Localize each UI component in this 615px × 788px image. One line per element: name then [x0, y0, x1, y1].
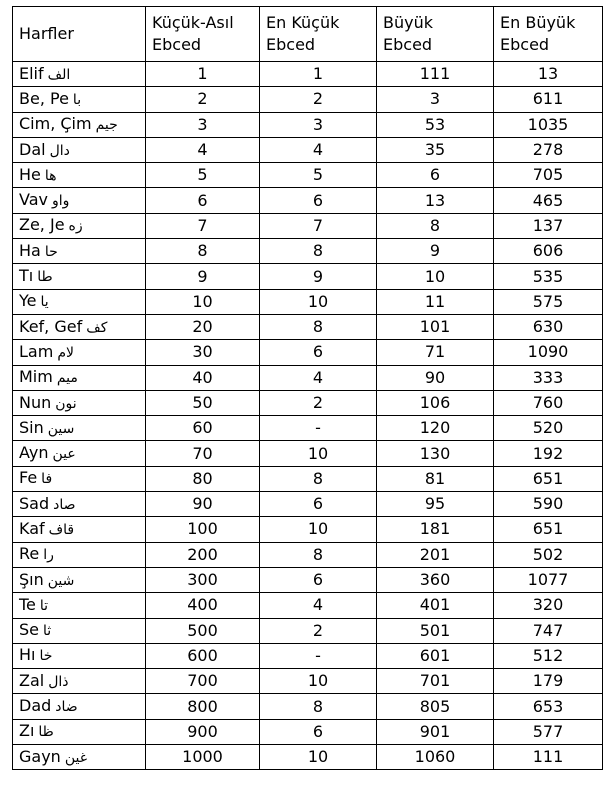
buyuk-value: 6: [377, 163, 494, 188]
kucuk-asil-value: 900: [146, 719, 260, 744]
letter-name-cell: [13, 213, 146, 238]
table-row: [13, 492, 603, 517]
letter-arabic-name: نون: [55, 395, 77, 412]
buyuk-value: 53: [377, 112, 494, 137]
buyuk-value: 106: [377, 390, 494, 415]
letter-name-cell: [13, 137, 146, 162]
letter-arabic-name: صاد: [53, 496, 76, 513]
letter-latin-name: Gayn: [19, 746, 61, 766]
en-buyuk-value: 179: [494, 669, 603, 694]
letter-name-cell: [13, 492, 146, 517]
table-row: [13, 213, 603, 238]
letter-latin-name: Kaf: [19, 518, 45, 538]
letter-name-cell: [13, 567, 146, 592]
header-buyuk-ebced: Büyük Ebced: [377, 7, 494, 62]
letter-latin-name: Sad: [19, 493, 50, 513]
letter-name-cell: [13, 441, 146, 466]
en-kucuk-value: 10: [260, 669, 377, 694]
kucuk-asil-value: 9: [146, 264, 260, 289]
letter-name-cell: [13, 618, 146, 643]
kucuk-asil-value: 600: [146, 643, 260, 668]
buyuk-value: 8: [377, 213, 494, 238]
letter-latin-name: Fe: [19, 468, 38, 488]
buyuk-value: 601: [377, 643, 494, 668]
kucuk-asil-value: 70: [146, 441, 260, 466]
letter-name-cell: [13, 719, 146, 744]
letter-name-cell: [13, 416, 146, 441]
buyuk-value: 35: [377, 137, 494, 162]
letter-latin-name: Vav: [19, 190, 48, 210]
en-buyuk-value: 577: [494, 719, 603, 744]
table-row: [13, 745, 603, 770]
letter-arabic-name: عين: [52, 446, 76, 463]
letter-latin-name: Hı: [19, 645, 36, 665]
kucuk-asil-value: 90: [146, 492, 260, 517]
letter-arabic-name: ذال: [48, 673, 69, 690]
buyuk-value: 9: [377, 239, 494, 264]
letter-latin-name: Te: [19, 594, 36, 614]
letter-latin-name: Lam: [19, 341, 54, 361]
letter-arabic-name: الف: [47, 66, 71, 83]
buyuk-value: 701: [377, 669, 494, 694]
letter-name-cell: [13, 87, 146, 112]
letter-latin-name: Kef, Gef: [19, 316, 83, 336]
letter-arabic-name: لام: [57, 344, 74, 361]
table-row: [13, 669, 603, 694]
kucuk-asil-value: 1000: [146, 745, 260, 770]
en-buyuk-value: 575: [494, 289, 603, 314]
buyuk-value: 10: [377, 264, 494, 289]
en-kucuk-value: 2: [260, 87, 377, 112]
en-buyuk-value: 502: [494, 542, 603, 567]
table-row: [13, 340, 603, 365]
table-row: [13, 567, 603, 592]
table-row: [13, 694, 603, 719]
letter-latin-name: Nun: [19, 392, 52, 412]
en-buyuk-value: 320: [494, 593, 603, 618]
en-kucuk-value: 6: [260, 340, 377, 365]
letter-name-cell: [13, 62, 146, 87]
letter-name-cell: [13, 745, 146, 770]
table-row: [13, 618, 603, 643]
letter-latin-name: Ye: [19, 291, 37, 311]
table-row: [13, 239, 603, 264]
en-kucuk-value: 3: [260, 112, 377, 137]
letter-latin-name: Re: [19, 544, 40, 564]
kucuk-asil-value: 400: [146, 593, 260, 618]
kucuk-asil-value: 500: [146, 618, 260, 643]
en-buyuk-value: 1077: [494, 567, 603, 592]
en-kucuk-value: 8: [260, 314, 377, 339]
letter-name-cell: [13, 669, 146, 694]
letter-name-cell: [13, 517, 146, 542]
kucuk-asil-value: 5: [146, 163, 260, 188]
letter-latin-name: Zı: [19, 721, 35, 741]
letter-arabic-name: دال: [49, 142, 70, 159]
buyuk-value: 71: [377, 340, 494, 365]
buyuk-value: 401: [377, 593, 494, 618]
table-row: [13, 314, 603, 339]
en-kucuk-value: 5: [260, 163, 377, 188]
buyuk-value: 111: [377, 62, 494, 87]
en-buyuk-value: 465: [494, 188, 603, 213]
table-row: [13, 542, 603, 567]
letter-latin-name: Be, Pe: [19, 88, 69, 108]
letter-latin-name: Dal: [19, 139, 46, 159]
buyuk-value: 360: [377, 567, 494, 592]
table-header: [13, 7, 603, 62]
en-buyuk-value: 705: [494, 163, 603, 188]
table-row: [13, 416, 603, 441]
letter-arabic-name: سين: [47, 420, 75, 437]
en-kucuk-value: 4: [260, 137, 377, 162]
en-buyuk-value: 192: [494, 441, 603, 466]
en-kucuk-value: 10: [260, 745, 377, 770]
en-kucuk-value: 10: [260, 289, 377, 314]
letter-arabic-name: قاف: [48, 521, 75, 538]
letter-latin-name: Ayn: [19, 443, 49, 463]
letter-latin-name: Ze, Je: [19, 215, 65, 235]
kucuk-asil-value: 200: [146, 542, 260, 567]
en-kucuk-value: 8: [260, 466, 377, 491]
en-kucuk-value: 6: [260, 719, 377, 744]
table-row: [13, 137, 603, 162]
en-buyuk-value: 611: [494, 87, 603, 112]
kucuk-asil-value: 800: [146, 694, 260, 719]
letter-latin-name: Cim, Çim: [19, 114, 92, 134]
letter-latin-name: Elif: [19, 63, 44, 83]
buyuk-value: 95: [377, 492, 494, 517]
en-buyuk-value: 535: [494, 264, 603, 289]
buyuk-value: 90: [377, 365, 494, 390]
buyuk-value: 81: [377, 466, 494, 491]
letter-name-cell: [13, 365, 146, 390]
header-en-kucuk-ebced: En Küçük Ebced: [260, 7, 377, 62]
en-kucuk-value: 4: [260, 593, 377, 618]
letter-latin-name: Zal: [19, 670, 45, 690]
table-body: [13, 62, 603, 770]
en-buyuk-value: 13: [494, 62, 603, 87]
table-row: [13, 593, 603, 618]
en-buyuk-value: 653: [494, 694, 603, 719]
header-kucuk-asil-ebced: Küçük-Asıl Ebced: [146, 7, 260, 62]
letter-latin-name: Tı: [19, 266, 34, 286]
table-row: [13, 466, 603, 491]
kucuk-asil-value: 1: [146, 62, 260, 87]
buyuk-value: 101: [377, 314, 494, 339]
en-buyuk-value: 1035: [494, 112, 603, 137]
buyuk-value: 901: [377, 719, 494, 744]
table-row: [13, 87, 603, 112]
kucuk-asil-value: 300: [146, 567, 260, 592]
en-kucuk-value: -: [260, 416, 377, 441]
en-buyuk-value: 630: [494, 314, 603, 339]
buyuk-value: 1060: [377, 745, 494, 770]
kucuk-asil-value: 3: [146, 112, 260, 137]
letter-arabic-name: شين: [47, 572, 75, 589]
letter-name-cell: [13, 340, 146, 365]
en-buyuk-value: 747: [494, 618, 603, 643]
kucuk-asil-value: 700: [146, 669, 260, 694]
letter-arabic-name: يا: [40, 294, 49, 311]
letter-name-cell: [13, 466, 146, 491]
table-row: [13, 163, 603, 188]
kucuk-asil-value: 8: [146, 239, 260, 264]
table-row: [13, 264, 603, 289]
letter-name-cell: [13, 390, 146, 415]
letter-arabic-name: حا: [44, 243, 58, 260]
letter-arabic-name: زه: [68, 218, 83, 235]
letter-name-cell: [13, 163, 146, 188]
letter-name-cell: [13, 643, 146, 668]
en-kucuk-value: 2: [260, 618, 377, 643]
table-row: [13, 517, 603, 542]
kucuk-asil-value: 30: [146, 340, 260, 365]
letter-arabic-name: ظا: [38, 724, 54, 741]
kucuk-asil-value: 2: [146, 87, 260, 112]
buyuk-value: 201: [377, 542, 494, 567]
kucuk-asil-value: 6: [146, 188, 260, 213]
kucuk-asil-value: 20: [146, 314, 260, 339]
table-row: [13, 289, 603, 314]
letter-arabic-name: خا: [39, 648, 53, 665]
letter-name-cell: [13, 593, 146, 618]
letter-latin-name: Ha: [19, 240, 41, 260]
buyuk-value: 3: [377, 87, 494, 112]
en-kucuk-value: 8: [260, 542, 377, 567]
table-row: [13, 390, 603, 415]
en-buyuk-value: 278: [494, 137, 603, 162]
header-harfler: Harfler: [13, 7, 146, 62]
letter-name-cell: [13, 694, 146, 719]
en-kucuk-value: 4: [260, 365, 377, 390]
en-kucuk-value: 6: [260, 188, 377, 213]
en-buyuk-value: 520: [494, 416, 603, 441]
en-kucuk-value: -: [260, 643, 377, 668]
buyuk-value: 120: [377, 416, 494, 441]
buyuk-value: 805: [377, 694, 494, 719]
table-row: [13, 188, 603, 213]
header-en-buyuk-ebced: En Büyük Ebced: [494, 7, 603, 62]
letter-arabic-name: ثا: [43, 623, 52, 640]
en-buyuk-value: 111: [494, 745, 603, 770]
en-kucuk-value: 7: [260, 213, 377, 238]
en-buyuk-value: 760: [494, 390, 603, 415]
kucuk-asil-value: 4: [146, 137, 260, 162]
buyuk-value: 11: [377, 289, 494, 314]
letter-name-cell: [13, 264, 146, 289]
letter-name-cell: [13, 239, 146, 264]
en-kucuk-value: 10: [260, 517, 377, 542]
en-kucuk-value: 8: [260, 239, 377, 264]
kucuk-asil-value: 100: [146, 517, 260, 542]
en-kucuk-value: 8: [260, 694, 377, 719]
en-buyuk-value: 1090: [494, 340, 603, 365]
en-kucuk-value: 10: [260, 441, 377, 466]
letter-arabic-name: ضاد: [55, 699, 78, 716]
en-buyuk-value: 651: [494, 517, 603, 542]
table-row: [13, 62, 603, 87]
ebced-table: [12, 6, 603, 770]
en-buyuk-value: 606: [494, 239, 603, 264]
kucuk-asil-value: 40: [146, 365, 260, 390]
letter-arabic-name: تا: [39, 597, 49, 614]
en-buyuk-value: 651: [494, 466, 603, 491]
en-kucuk-value: 6: [260, 567, 377, 592]
table-row: [13, 643, 603, 668]
en-kucuk-value: 9: [260, 264, 377, 289]
letter-arabic-name: طا: [37, 269, 53, 286]
letter-arabic-name: ميم: [56, 370, 78, 387]
letter-arabic-name: كف: [86, 319, 108, 336]
kucuk-asil-value: 80: [146, 466, 260, 491]
buyuk-value: 130: [377, 441, 494, 466]
letter-latin-name: Se: [19, 620, 39, 640]
letter-arabic-name: را: [43, 547, 54, 564]
kucuk-asil-value: 7: [146, 213, 260, 238]
table-row: [13, 365, 603, 390]
letter-name-cell: [13, 289, 146, 314]
letter-name-cell: [13, 112, 146, 137]
letter-name-cell: [13, 542, 146, 567]
letter-name-cell: [13, 314, 146, 339]
letter-arabic-name: ها: [44, 167, 57, 184]
en-kucuk-value: 1: [260, 62, 377, 87]
en-buyuk-value: 137: [494, 213, 603, 238]
kucuk-asil-value: 50: [146, 390, 260, 415]
letter-arabic-name: با: [72, 91, 82, 108]
header-row: [13, 7, 603, 62]
letter-arabic-name: فا: [41, 471, 53, 488]
letter-arabic-name: جيم: [95, 117, 118, 134]
en-kucuk-value: 2: [260, 390, 377, 415]
letter-name-cell: [13, 188, 146, 213]
table-row: [13, 441, 603, 466]
table-row: [13, 112, 603, 137]
letter-arabic-name: واو: [51, 193, 70, 210]
en-buyuk-value: 590: [494, 492, 603, 517]
en-buyuk-value: 333: [494, 365, 603, 390]
buyuk-value: 501: [377, 618, 494, 643]
letter-latin-name: He: [19, 164, 41, 184]
buyuk-value: 181: [377, 517, 494, 542]
kucuk-asil-value: 10: [146, 289, 260, 314]
letter-latin-name: Dad: [19, 696, 52, 716]
en-kucuk-value: 6: [260, 492, 377, 517]
en-buyuk-value: 512: [494, 643, 603, 668]
letter-arabic-name: غين: [64, 749, 88, 766]
buyuk-value: 13: [377, 188, 494, 213]
kucuk-asil-value: 60: [146, 416, 260, 441]
letter-latin-name: Sin: [19, 417, 44, 437]
table-row: [13, 719, 603, 744]
letter-latin-name: Mim: [19, 367, 53, 387]
letter-latin-name: Şın: [19, 569, 44, 589]
